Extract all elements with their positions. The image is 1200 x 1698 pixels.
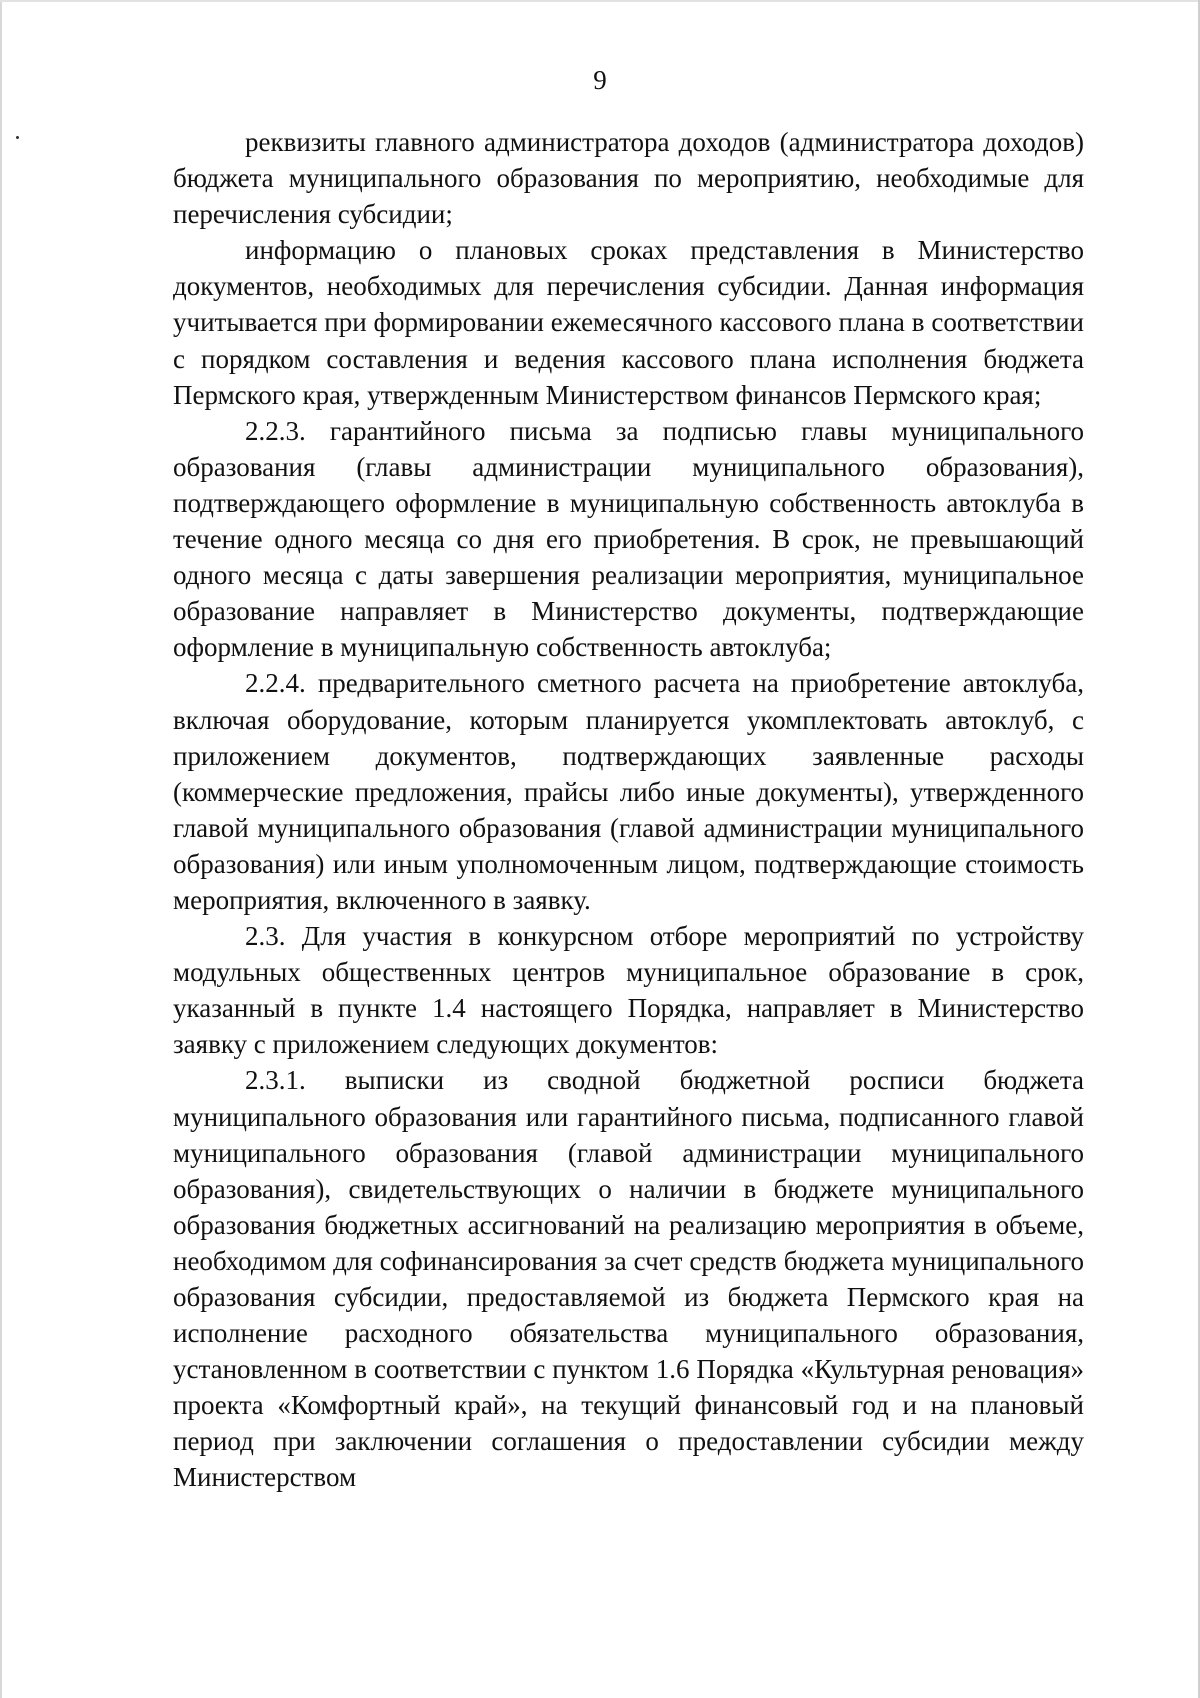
document-body (173, 124, 1084, 1496)
page-edge-top (0, 0, 1200, 2)
paragraph-2-2-4: 2.2.4. предварительного сметного расчета на приобретение автоклуба, включая оборудование, которым планируется укомплектовать автоклуб, с приложением документов, подтверждающих заявленные расходы (коммерческие предложения, прайсы либо иные документы), утвержденного главой муниципального образования (главой администрации муниципального образования) или иным уполномоченным лицом, подтверждающие стоимость мероприятия, включенного в заявку. (173, 668, 1084, 915)
scan-speck (16, 136, 19, 139)
paragraph-2-2-3: 2.2.3. гарантийного письма за подписью главы муниципального образования (главы администрации муниципального образования), подтверждающего оформление в муниципальную собственность автоклуба в течение одного месяца со дня его приобретения. В срок, не превышающий одного месяца с даты завершения реализации мероприятия, муниципальное образование направляет в Министерство документы, подтверждающие оформление в муниципальную собственность автоклуба; (173, 415, 1084, 663)
paragraph-2-3-1: 2.3.1. выписки из сводной бюджетной росписи бюджета муниципального образования или гарантийного письма, подписанного главой муниципального образования (главой администрации муниципального образования), свидетельствующих о наличии в бюджете муниципального образования бюджетных ассигнований на реализацию мероприятия в объеме, необходимом для софинансирования за счет средств бюджета муниципального образования субсидии, предоставляемой из бюджета Пермского края на исполнение расходного обязательства муниципального образования, установленном в соответствии с пунктом 1.6 Порядка «Культурная реновация» проекта «Комфортный край», на текущий финансовый год и на плановый период при заключении соглашения о предоставлении субсидии между Министерством (173, 1065, 1084, 1493)
paragraph-requisites: реквизиты главного администратора доходов (администратора доходов) бюджета муниципального образования по мероприятию, необходимые для перечисления субсидии; (173, 127, 1084, 230)
paragraph-2-3: 2.3. Для участия в конкурсном отборе мероприятий по устройству модульных общественных центров муниципальное образование в срок, указанный в пункте 1.4 настоящего Порядка, направляет в Министерство заявку с приложением следующих документов: (173, 921, 1084, 1060)
paragraph-schedule-info: информацию о плановых сроках представления в Министерство документов, необходимых для перечисления субсидии. Данная информация учитывается при формировании ежемесячного кассового плана в соответствии с порядком составления и ведения кассового плана исполнения бюджета Пермского края, утвержденным Министерством финансов Пермского края; (173, 235, 1084, 410)
page-edge-left (0, 0, 2, 1698)
page-number: 9 (593, 65, 607, 95)
